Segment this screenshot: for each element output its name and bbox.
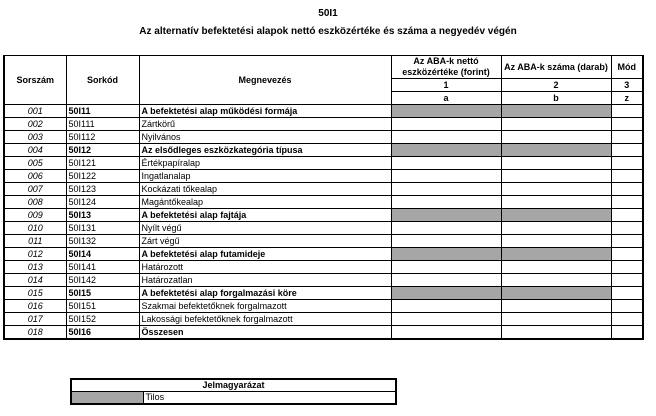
cell-mode-z[interactable]	[611, 313, 643, 326]
cell-value-b[interactable]	[501, 118, 611, 131]
row-number: 011	[4, 235, 66, 248]
header-col3-number: 3	[611, 79, 643, 92]
row-code: 50I11	[66, 105, 139, 118]
cell-value-a[interactable]	[391, 157, 501, 170]
legend-title: Jelmagyarázat	[71, 379, 396, 392]
cell-value-a	[391, 144, 501, 157]
cell-value-b[interactable]	[501, 261, 611, 274]
cell-mode-z[interactable]	[611, 157, 643, 170]
table-row	[4, 157, 643, 170]
cell-value-a	[391, 287, 501, 300]
row-name: Nyilvános	[139, 131, 391, 144]
table-row	[4, 248, 643, 261]
legend-label: Tilos	[143, 392, 396, 405]
header-col1-text: Az ABA-k nettó eszközértéke (forint)	[402, 56, 490, 77]
row-code: 50I142	[66, 274, 139, 287]
row-name: A befektetési alap fajtája	[139, 209, 391, 222]
cell-value-b[interactable]	[501, 183, 611, 196]
row-code: 50I151	[66, 300, 139, 313]
cell-value-a[interactable]	[391, 300, 501, 313]
header-col3: Mód	[611, 56, 643, 79]
row-name: Zárt végű	[139, 235, 391, 248]
row-code: 50I132	[66, 235, 139, 248]
cell-value-b[interactable]	[501, 131, 611, 144]
row-code: 50I12	[66, 144, 139, 157]
data-table	[3, 55, 644, 340]
table-row	[4, 222, 643, 235]
table-row	[4, 105, 643, 118]
cell-mode-z[interactable]	[611, 183, 643, 196]
cell-value-b	[501, 287, 611, 300]
row-code: 50I111	[66, 118, 139, 131]
row-number: 012	[4, 248, 66, 261]
table-row	[4, 144, 643, 157]
legend-item	[71, 392, 396, 405]
header-col1-letter: a	[391, 92, 501, 105]
cell-value-b[interactable]	[501, 313, 611, 326]
table-row	[4, 118, 643, 131]
legend	[70, 378, 397, 405]
cell-value-a	[391, 248, 501, 261]
row-name: Kockázati tőkealap	[139, 183, 391, 196]
table-row	[4, 261, 643, 274]
table-row	[4, 287, 643, 300]
cell-mode-z[interactable]	[611, 222, 643, 235]
cell-value-a[interactable]	[391, 222, 501, 235]
row-code: 50I15	[66, 287, 139, 300]
row-number: 002	[4, 118, 66, 131]
row-name: Zártkörű	[139, 118, 391, 131]
cell-value-a[interactable]	[391, 274, 501, 287]
row-code: 50I152	[66, 313, 139, 326]
cell-mode-z[interactable]	[611, 261, 643, 274]
table-row	[4, 326, 643, 340]
table-row	[4, 300, 643, 313]
row-number: 009	[4, 209, 66, 222]
row-name: Az elsődleges eszközkategória típusa	[139, 144, 391, 157]
cell-value-b[interactable]	[501, 235, 611, 248]
header-col2-letter: b	[501, 92, 611, 105]
table-row	[4, 313, 643, 326]
row-number: 007	[4, 183, 66, 196]
row-name: Összesen	[139, 326, 391, 340]
row-code: 50I14	[66, 248, 139, 261]
cell-mode-z[interactable]	[611, 196, 643, 209]
header-col1-number: 1	[391, 79, 501, 92]
row-number: 013	[4, 261, 66, 274]
cell-value-a	[391, 209, 501, 222]
cell-value-a[interactable]	[391, 118, 501, 131]
row-number: 008	[4, 196, 66, 209]
row-code: 50I141	[66, 261, 139, 274]
form-code: 50I1	[318, 8, 338, 19]
cell-value-b[interactable]	[501, 300, 611, 313]
cell-mode-z[interactable]	[611, 118, 643, 131]
row-number: 004	[4, 144, 66, 157]
cell-value-a[interactable]	[391, 261, 501, 274]
row-code: 50I122	[66, 170, 139, 183]
row-number: 017	[4, 313, 66, 326]
legend-swatch	[71, 392, 143, 405]
cell-mode-z[interactable]	[611, 131, 643, 144]
table-row	[4, 131, 643, 144]
row-number: 015	[4, 287, 66, 300]
cell-mode-z[interactable]	[611, 300, 643, 313]
header-sorkod: Sorkód	[66, 56, 139, 105]
row-name: Szakmai befektetőknek forgalmazott	[139, 300, 391, 313]
row-number: 010	[4, 222, 66, 235]
header-col2-number: 2	[501, 79, 611, 92]
row-name: Határozott	[139, 261, 391, 274]
row-name: A befektetési alap működési formája	[139, 105, 391, 118]
cell-value-b[interactable]	[501, 157, 611, 170]
header-col3-letter: z	[611, 92, 643, 105]
cell-mode-z[interactable]	[611, 144, 643, 157]
row-number: 006	[4, 170, 66, 183]
table-row	[4, 209, 643, 222]
header-col1	[391, 56, 501, 79]
cell-mode-z[interactable]	[611, 235, 643, 248]
cell-value-b[interactable]	[501, 222, 611, 235]
row-name: Nyílt végű	[139, 222, 391, 235]
row-name: Magántőkealap	[139, 196, 391, 209]
cell-value-a	[391, 105, 501, 118]
cell-value-b	[501, 248, 611, 261]
cell-value-b[interactable]	[501, 196, 611, 209]
row-code: 50I123	[66, 183, 139, 196]
page-title: Az alternatív befektetési alapok nettó eszközértéke és száma a negyedév végén	[139, 26, 517, 37]
cell-mode-z[interactable]	[611, 170, 643, 183]
cell-value-b[interactable]	[501, 326, 611, 340]
row-code: 50I121	[66, 157, 139, 170]
table-row	[4, 274, 643, 287]
cell-mode-z[interactable]	[611, 209, 643, 222]
row-code: 50I16	[66, 326, 139, 340]
row-number: 016	[4, 300, 66, 313]
cell-value-a[interactable]	[391, 131, 501, 144]
table-body	[4, 105, 643, 340]
row-name: A befektetési alap futamideje	[139, 248, 391, 261]
cell-value-a[interactable]	[391, 235, 501, 248]
cell-value-b	[501, 144, 611, 157]
row-name: Értékpapíralap	[139, 157, 391, 170]
cell-value-b[interactable]	[501, 274, 611, 287]
header-col2	[501, 56, 611, 79]
cell-mode-z[interactable]	[611, 287, 643, 300]
row-name: Ingatlanalap	[139, 170, 391, 183]
header-megnevezes: Megnevezés	[139, 56, 391, 105]
row-number: 003	[4, 131, 66, 144]
cell-mode-z[interactable]	[611, 326, 643, 340]
row-name: Határozatlan	[139, 274, 391, 287]
row-number: 001	[4, 105, 66, 118]
cell-value-a[interactable]	[391, 313, 501, 326]
cell-value-a[interactable]	[391, 170, 501, 183]
cell-mode-z[interactable]	[611, 274, 643, 287]
row-number: 018	[4, 326, 66, 340]
header-sorszam: Sorszám	[4, 56, 66, 105]
cell-mode-z[interactable]	[611, 105, 643, 118]
row-code: 50I124	[66, 196, 139, 209]
table-row	[4, 235, 643, 248]
cell-value-b	[501, 105, 611, 118]
cell-value-a[interactable]	[391, 326, 501, 340]
row-code: 50I13	[66, 209, 139, 222]
cell-value-b[interactable]	[501, 170, 611, 183]
header-col2-text: Az ABA-k száma (darab)	[504, 61, 608, 72]
cell-value-a[interactable]	[391, 183, 501, 196]
row-code: 50I131	[66, 222, 139, 235]
row-number: 005	[4, 157, 66, 170]
table-row	[4, 183, 643, 196]
row-code: 50I112	[66, 131, 139, 144]
row-number: 014	[4, 274, 66, 287]
table-row	[4, 170, 643, 183]
cell-mode-z[interactable]	[611, 248, 643, 261]
row-name: A befektetési alap forgalmazási köre	[139, 287, 391, 300]
row-name: Lakossági befektetőknek forgalmazott	[139, 313, 391, 326]
cell-value-a[interactable]	[391, 196, 501, 209]
table-row	[4, 196, 643, 209]
cell-value-b	[501, 209, 611, 222]
